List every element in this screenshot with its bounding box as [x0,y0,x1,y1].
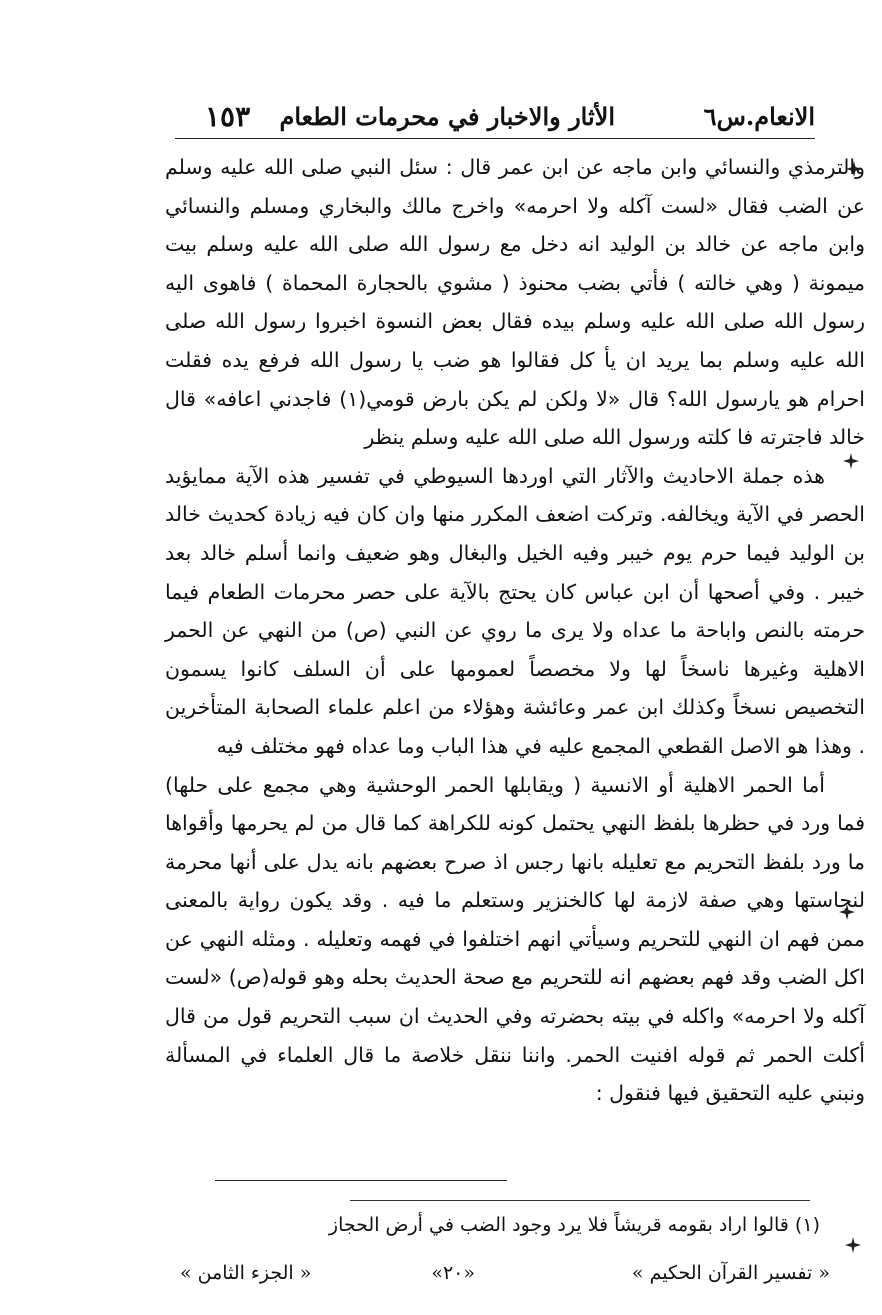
body-paragraph: والترمذي والنسائي وابن ماجه عن ابن عمر قال : سئل النبي صلى الله عليه وسلم عن الضب فقال «لست آكله ولا احرمه» واخرج مالك والبخاري ومسلم والنسائي وابن ماجه عن خالد بن الوليد انه دخل مع رسول الله صلى الله عليه وسلم بيت ميمونة ( وهي خالته ) فأتي بضب محنوذ ( مشوي بالحجارة المحماة ) فاهوى اليه رسول الله صلى الله عليه وسلم بيده فقال بعض النسوة اخبروا رسول الله صلى الله عليه وسلم بما يريد ان يأ كل فقالوا هو ضب يا رسول الله فرفع يده فقلت احرام هو يارسول الله؟ قال «لا ولكن لم يكن بارض قومي(١) فاجدني اعافه» قال خالد فاجترته فا كلته ورسول الله صلى الله عليه وسلم ينظر [165,155,865,450]
footnote: (١) قالوا اراد بقومه قريشاً فلا يرد وجود الضب في أرض الحجاز [328,1214,820,1236]
main-text [165,148,865,1113]
header-section-label: الانعام.س٦ [703,102,815,131]
footer-book-title: « تفسير القرآن الحكيم » [631,1262,830,1284]
header-title: الأثار والاخبار في محرمات الطعام [279,102,615,131]
body-paragraph: هذه جملة الاحاديث والآثار التي اوردها السيوطي في تفسير هذه الآية ممايؤيد الحصر في الآية ويخالفه. وتركت اضعف المكرر منها وان كان فيه زيادة كحديث خالد بن الوليد فيما حرم يوم خيبر وفيه الخيل والبغال وهو ضعيف وانما أسلم خالد بعد خيبر . وفي أصحها أن ابن عباس كان يحتج بالآية على حصر محرمات الطعام فيما حرمته بالنص واباحة ما عداه ولا يرى ما روي عن النبي (ص) من النهي عن الحمر الاهلية وغيرها ناسخاً لها ولا مخصصاً لعمومها على أن السلف كانوا يسمون التخصيص نسخاً وكذلك ابن عمر وعائشة وهؤلاء من اعلم علماء الصحابة المتأخرين . وهذا هو الاصل القطعي المجمع عليه في هذا الباب وما عداه فهو مختلف فيه [165,463,865,758]
margin-asterisk-icon [844,1236,862,1254]
header-rule [175,138,815,139]
body-paragraph: أما الحمر الاهلية أو الانسية ( ويقابلها الحمر الوحشية وهي مجمع على حلها) فما ورد في حظرها بلفظ النهي يحتمل كونه للكراهة كما قال من لم يحرمها وأقواها ما ورد بلفظ التحريم مع تعليله بانها رجس اذ صرح بعضهم بانه يدل على أنها محرمة لنجاستها وهي صفة لازمة لها كالخنزير وستعلم ما فيه . وقد يكون رواية بالمعنى ممن فهم ان النهي للتحريم وسيأتي انهم اختلفوا في فهمه وتعليله . ومثله النهي عن اكل الضب وقد فهم بعضهم انه للتحريم مع صحة الحديث بحله وهو قوله(ص) «لست آكله ولا احرمه» واكله في بيته بحضرته وفي الحديث ان سبب التحريم قول من قال أكلت الحمر ثم قوله افنيت الحمر. واننا ننقل خلاصة ما قال العلماء في المسألة ونبني عليه التحقيق فيها فنقول : [165,772,865,1106]
footer-volume: « الجزء الثامن » [180,1262,312,1284]
running-header [175,100,815,132]
page-footer [170,1262,830,1292]
footnote-rule [350,1200,810,1201]
text-end-underline [215,1180,507,1181]
header-page-number: ١٥٣ [205,100,251,133]
footer-page-number: «٢٠» [431,1262,475,1284]
